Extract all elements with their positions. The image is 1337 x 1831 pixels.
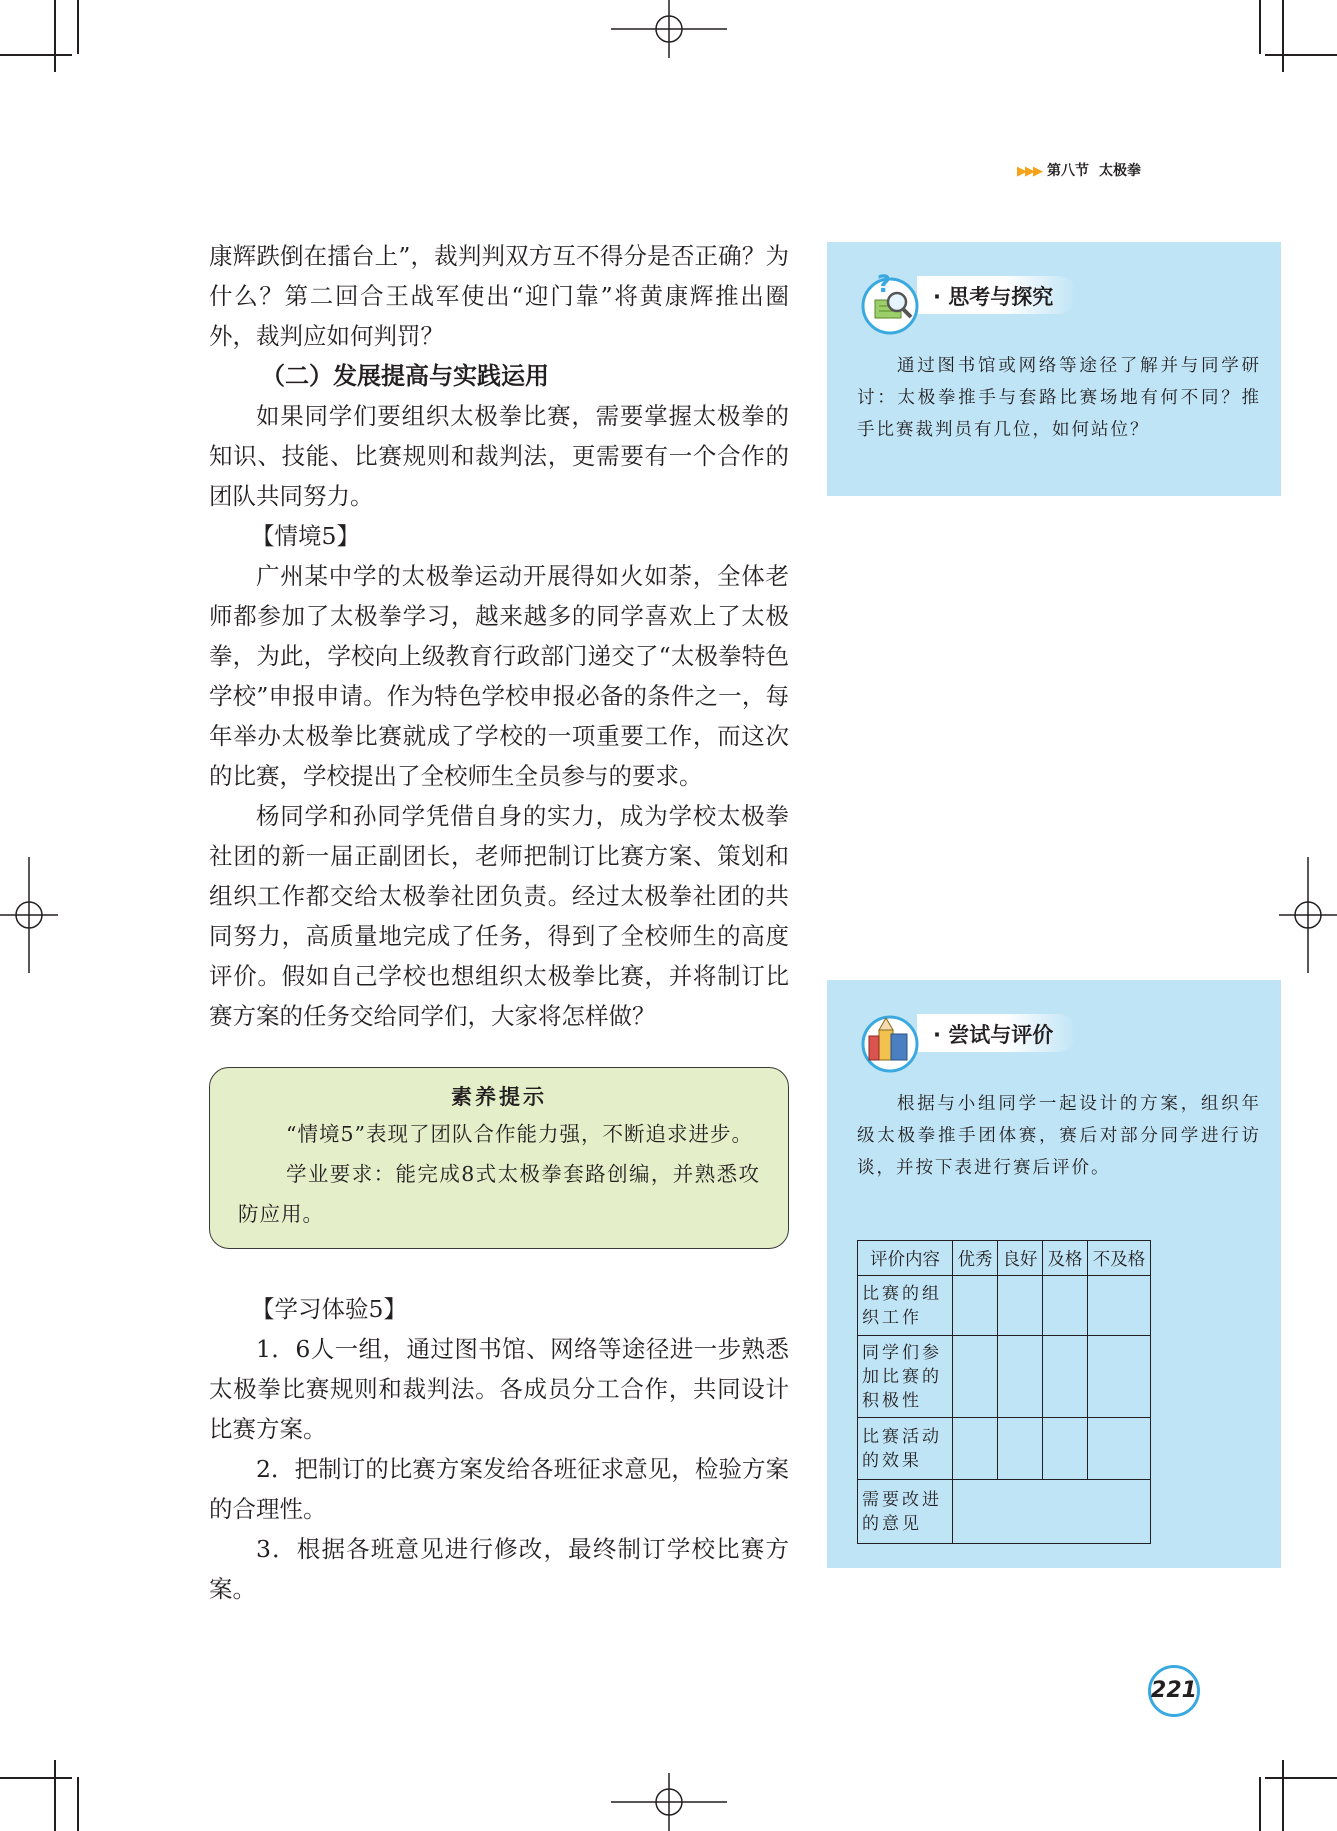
table-cell xyxy=(998,1418,1043,1480)
experience-label: 【学习体验5】 xyxy=(251,1295,407,1323)
topic-label: 太极拳 xyxy=(1099,163,1141,179)
think-explore-title: · 思考与探究 xyxy=(933,285,1054,309)
evaluation-table xyxy=(857,1240,1151,1544)
tip-title: 素养提示 xyxy=(451,1085,547,1109)
table-cell xyxy=(998,1336,1043,1418)
table-row xyxy=(858,1480,1151,1544)
table-cell xyxy=(953,1276,998,1336)
registration-mark-top xyxy=(611,0,727,58)
pencil-book-icon xyxy=(857,1004,927,1074)
table-cell xyxy=(1088,1418,1151,1480)
table-header-cell: 良好 xyxy=(998,1241,1043,1276)
table-cell xyxy=(1088,1276,1151,1336)
paragraph-continued: 康辉跌倒在擂台上”，裁判判双方互不得分是否正确？为什么？第二回合王战军使出“迎门靠”将黄康辉推出圈外，裁判应如何判罚？ xyxy=(209,242,789,350)
scenario-label: 【情境5】 xyxy=(251,522,360,550)
triple-arrow-icon: ▶▶▶ xyxy=(1017,164,1041,179)
table-row xyxy=(858,1418,1151,1480)
table-row-label: 同学们参加比赛的积极性 xyxy=(858,1336,953,1418)
table-cell xyxy=(1088,1336,1151,1418)
magnifier-question-icon xyxy=(857,266,927,336)
table-cell xyxy=(953,1336,998,1418)
tip-paragraph-2: 学业要求：能完成8式太极拳套路创编，并熟悉攻防应用。 xyxy=(238,1162,760,1226)
registration-mark-bottom xyxy=(611,1773,727,1831)
main-column xyxy=(209,236,789,1609)
literacy-tip-box xyxy=(209,1067,789,1249)
table-row-label: 需要改进的意见 xyxy=(858,1480,953,1544)
table-cell xyxy=(1043,1276,1088,1336)
running-header xyxy=(1017,160,1141,180)
scenario-paragraph-2: 杨同学和孙同学凭借自身的实力，成为学校太极拳社团的新一届正副团长，老师把制订比赛方案、策划和组织工作都交给太极拳社团负责。经过太极拳社团的共同努力，高质量地完成了任务，得到了全校师生的高度评价。假如自己学校也想组织太极拳比赛，并将制订比赛方案的任务交给同学们，大家将怎样做？ xyxy=(209,802,789,1030)
section-label: 第八节 xyxy=(1047,163,1089,179)
table-header-cell: 不及格 xyxy=(1088,1241,1151,1276)
think-explore-text: 通过图书馆或网络等途径了解并与同学研讨：太极拳推手与套路比赛场地有何不同？推手比赛裁判员有几位，如何站位？ xyxy=(857,356,1261,440)
paragraph-intro: 如果同学们要组织太极拳比赛，需要掌握太极拳的知识、技能、比赛规则和裁判法，更需要有一个合作的团队共同努力。 xyxy=(209,402,789,510)
page-number: 221 xyxy=(1148,1665,1200,1717)
table-row xyxy=(858,1276,1151,1336)
experience-item-2: 2．把制订的比赛方案发给各班征求意见，检验方案的合理性。 xyxy=(209,1455,789,1523)
experience-item-3: 3．根据各班意见进行修改，最终制订学校比赛方案。 xyxy=(209,1535,789,1603)
table-cell xyxy=(1043,1336,1088,1418)
table-header-row xyxy=(858,1241,1151,1276)
table-cell-merged xyxy=(953,1480,1151,1544)
think-explore-box xyxy=(827,242,1281,496)
registration-mark-left xyxy=(0,857,58,973)
registration-mark-right xyxy=(1279,857,1337,973)
table-header-cell: 优秀 xyxy=(953,1241,998,1276)
table-cell xyxy=(1043,1418,1088,1480)
table-row xyxy=(858,1336,1151,1418)
table-row-label: 比赛的组织工作 xyxy=(858,1276,953,1336)
try-evaluate-box xyxy=(827,980,1281,1568)
tip-paragraph-1: “情境5”表现了团队合作能力强，不断追求进步。 xyxy=(286,1122,754,1146)
scenario-paragraph-1: 广州某中学的太极拳运动开展得如火如荼，全体老师都参加了太极拳学习，越来越多的同学喜欢上了太极拳，为此，学校向上级教育行政部门递交了“太极拳特色学校”申报申请。作为特色学校申报必备的条件之一，每年举办太极拳比赛就成了学校的一项重要工作，而这次的比赛，学校提出了全校师生全员参与的要求。 xyxy=(209,562,789,790)
try-evaluate-text-block xyxy=(857,1088,1261,1184)
table-cell xyxy=(998,1276,1043,1336)
table-header-cell: 评价内容 xyxy=(858,1241,953,1276)
try-evaluate-title: · 尝试与评价 xyxy=(933,1023,1054,1047)
svg-text:?: ? xyxy=(877,270,891,298)
table-header-cell: 及格 xyxy=(1043,1241,1088,1276)
think-explore-text-block xyxy=(857,350,1261,446)
section-heading: （二）发展提高与实践运用 xyxy=(261,362,549,390)
try-evaluate-text: 根据与小组同学一起设计的方案，组织年级太极拳推手团体赛，赛后对部分同学进行访谈，并按下表进行赛后评价。 xyxy=(857,1094,1261,1178)
experience-item-1: 1．6人一组，通过图书馆、网络等途径进一步熟悉太极拳比赛规则和裁判法。各成员分工合作，共同设计比赛方案。 xyxy=(209,1335,789,1443)
table-row-label: 比赛活动的效果 xyxy=(858,1418,953,1480)
table-cell xyxy=(953,1418,998,1480)
